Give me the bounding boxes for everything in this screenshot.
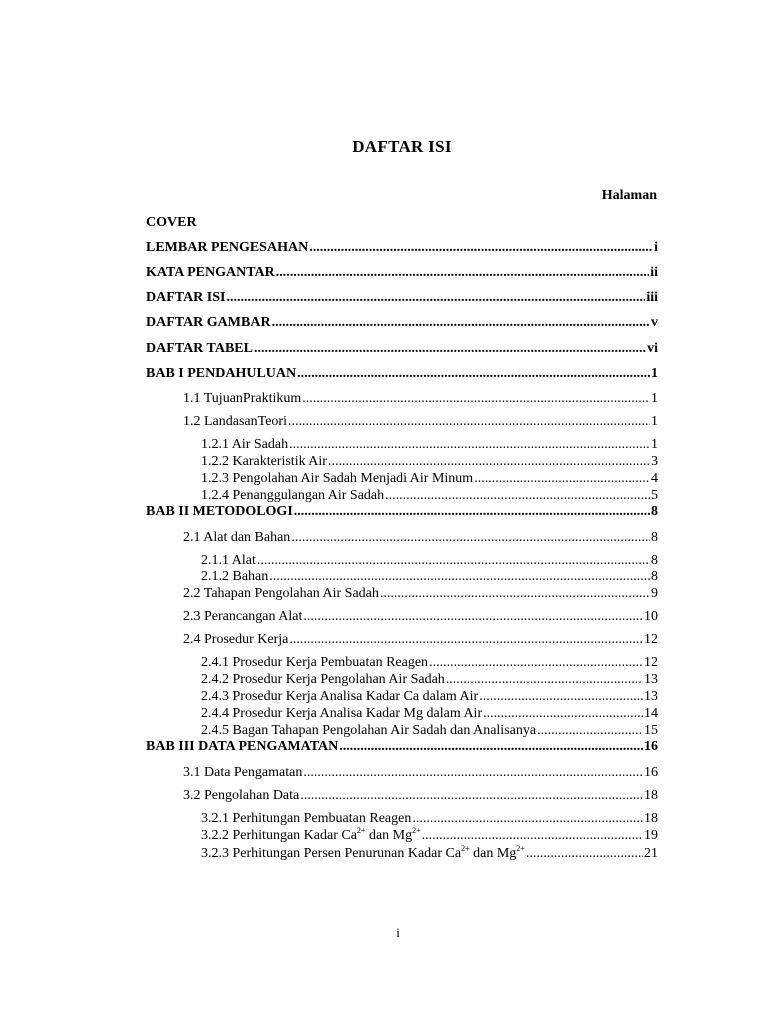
toc-entry: KATA PENGANTAR ..... ii xyxy=(146,264,658,281)
halaman-header: Halaman xyxy=(601,188,657,203)
toc-entry: 2.4.2 Prosedur Kerja Pengolahan Air Sadah ..... 13 xyxy=(201,671,658,688)
toc-entry: DAFTAR GAMBAR ..... v xyxy=(146,314,658,331)
toc-entry: 2.1.1 Alat ..... 8 xyxy=(201,552,658,569)
toc-entry: 2.4.3 Prosedur Kerja Analisa Kadar Ca dalam Air ..... 13 xyxy=(201,688,658,705)
toc-entry: 3.2.1 Perhitungan Pembuatan Reagen ..... 18 xyxy=(201,810,658,827)
toc-entry: 1.2 LandasanTeori ..... 1 xyxy=(183,413,658,430)
toc-entry: DAFTAR TABEL ..... vi xyxy=(146,340,658,357)
toc-entry: 2.1.2 Bahan ..... 8 xyxy=(201,568,658,585)
toc-entry: 2.3 Perancangan Alat ..... 10 xyxy=(183,608,658,625)
toc-entry: 3.1 Data Pengamatan ..... 16 xyxy=(183,764,658,781)
toc-entry: 1.2.1 Air Sadah ..... 1 xyxy=(201,436,658,453)
toc-entry: 1.1 TujuanPraktikum ..... 1 xyxy=(183,390,658,407)
toc-entry: 1.2.3 Pengolahan Air Sadah Menjadi Air Minum ..... 4 xyxy=(201,470,658,487)
toc-entry: 1.2.2 Karakteristik Air ..... 3 xyxy=(201,453,658,470)
toc-entry: BAB I PENDAHULUAN ..... 1 xyxy=(146,365,658,382)
toc-entry: 2.1 Alat dan Bahan ..... 8 xyxy=(183,529,658,546)
page-number-footer: i xyxy=(396,925,400,940)
toc-entry: 3.2.2 Perhitungan Kadar $Ca^{2+}$ dan $Mg^{2+}$ ..... 19 xyxy=(201,827,658,844)
toc-entry: DAFTAR ISI ..... iii xyxy=(146,289,658,306)
toc-entry: LEMBAR PENGESAHAN ..... i xyxy=(146,239,658,256)
superscript: 2+ xyxy=(516,844,525,853)
superscript: 2+ xyxy=(461,844,470,853)
toc-entry: 2.4 Prosedur Kerja ..... 12 xyxy=(183,631,658,648)
page-title: DAFTAR ISI xyxy=(352,137,452,156)
toc-entry: 3.2 Pengolahan Data ..... 18 xyxy=(183,787,658,804)
toc-entry: 2.4.1 Prosedur Kerja Pembuatan Reagen ..... 12 xyxy=(201,654,658,671)
toc-entry: 3.2.3 Perhitungan Persen Penurunan Kadar $Ca^{2+}$ dan $Mg^{2+}$ ..... 21 xyxy=(201,845,658,862)
toc-entry: 2.4.4 Prosedur Kerja Analisa Kadar Mg dalam Air ..... 14 xyxy=(201,705,658,722)
toc-entry: 2.2 Tahapan Pengolahan Air Sadah ..... 9 xyxy=(183,585,658,602)
superscript: 2+ xyxy=(356,826,366,835)
toc-entry-cover: COVER xyxy=(146,215,197,230)
toc-entry: BAB II METODOLOGI ..... 8 xyxy=(146,503,658,520)
toc-entry: BAB III DATA PENGAMATAN ..... 16 xyxy=(146,738,658,755)
toc-entry: 1.2.4 Penanggulangan Air Sadah ..... 5 xyxy=(201,487,658,504)
toc-entry: 2.4.5 Bagan Tahapan Pengolahan Air Sadah dan Analisanya ..... 15 xyxy=(201,722,658,739)
superscript: 2+ xyxy=(412,826,421,835)
